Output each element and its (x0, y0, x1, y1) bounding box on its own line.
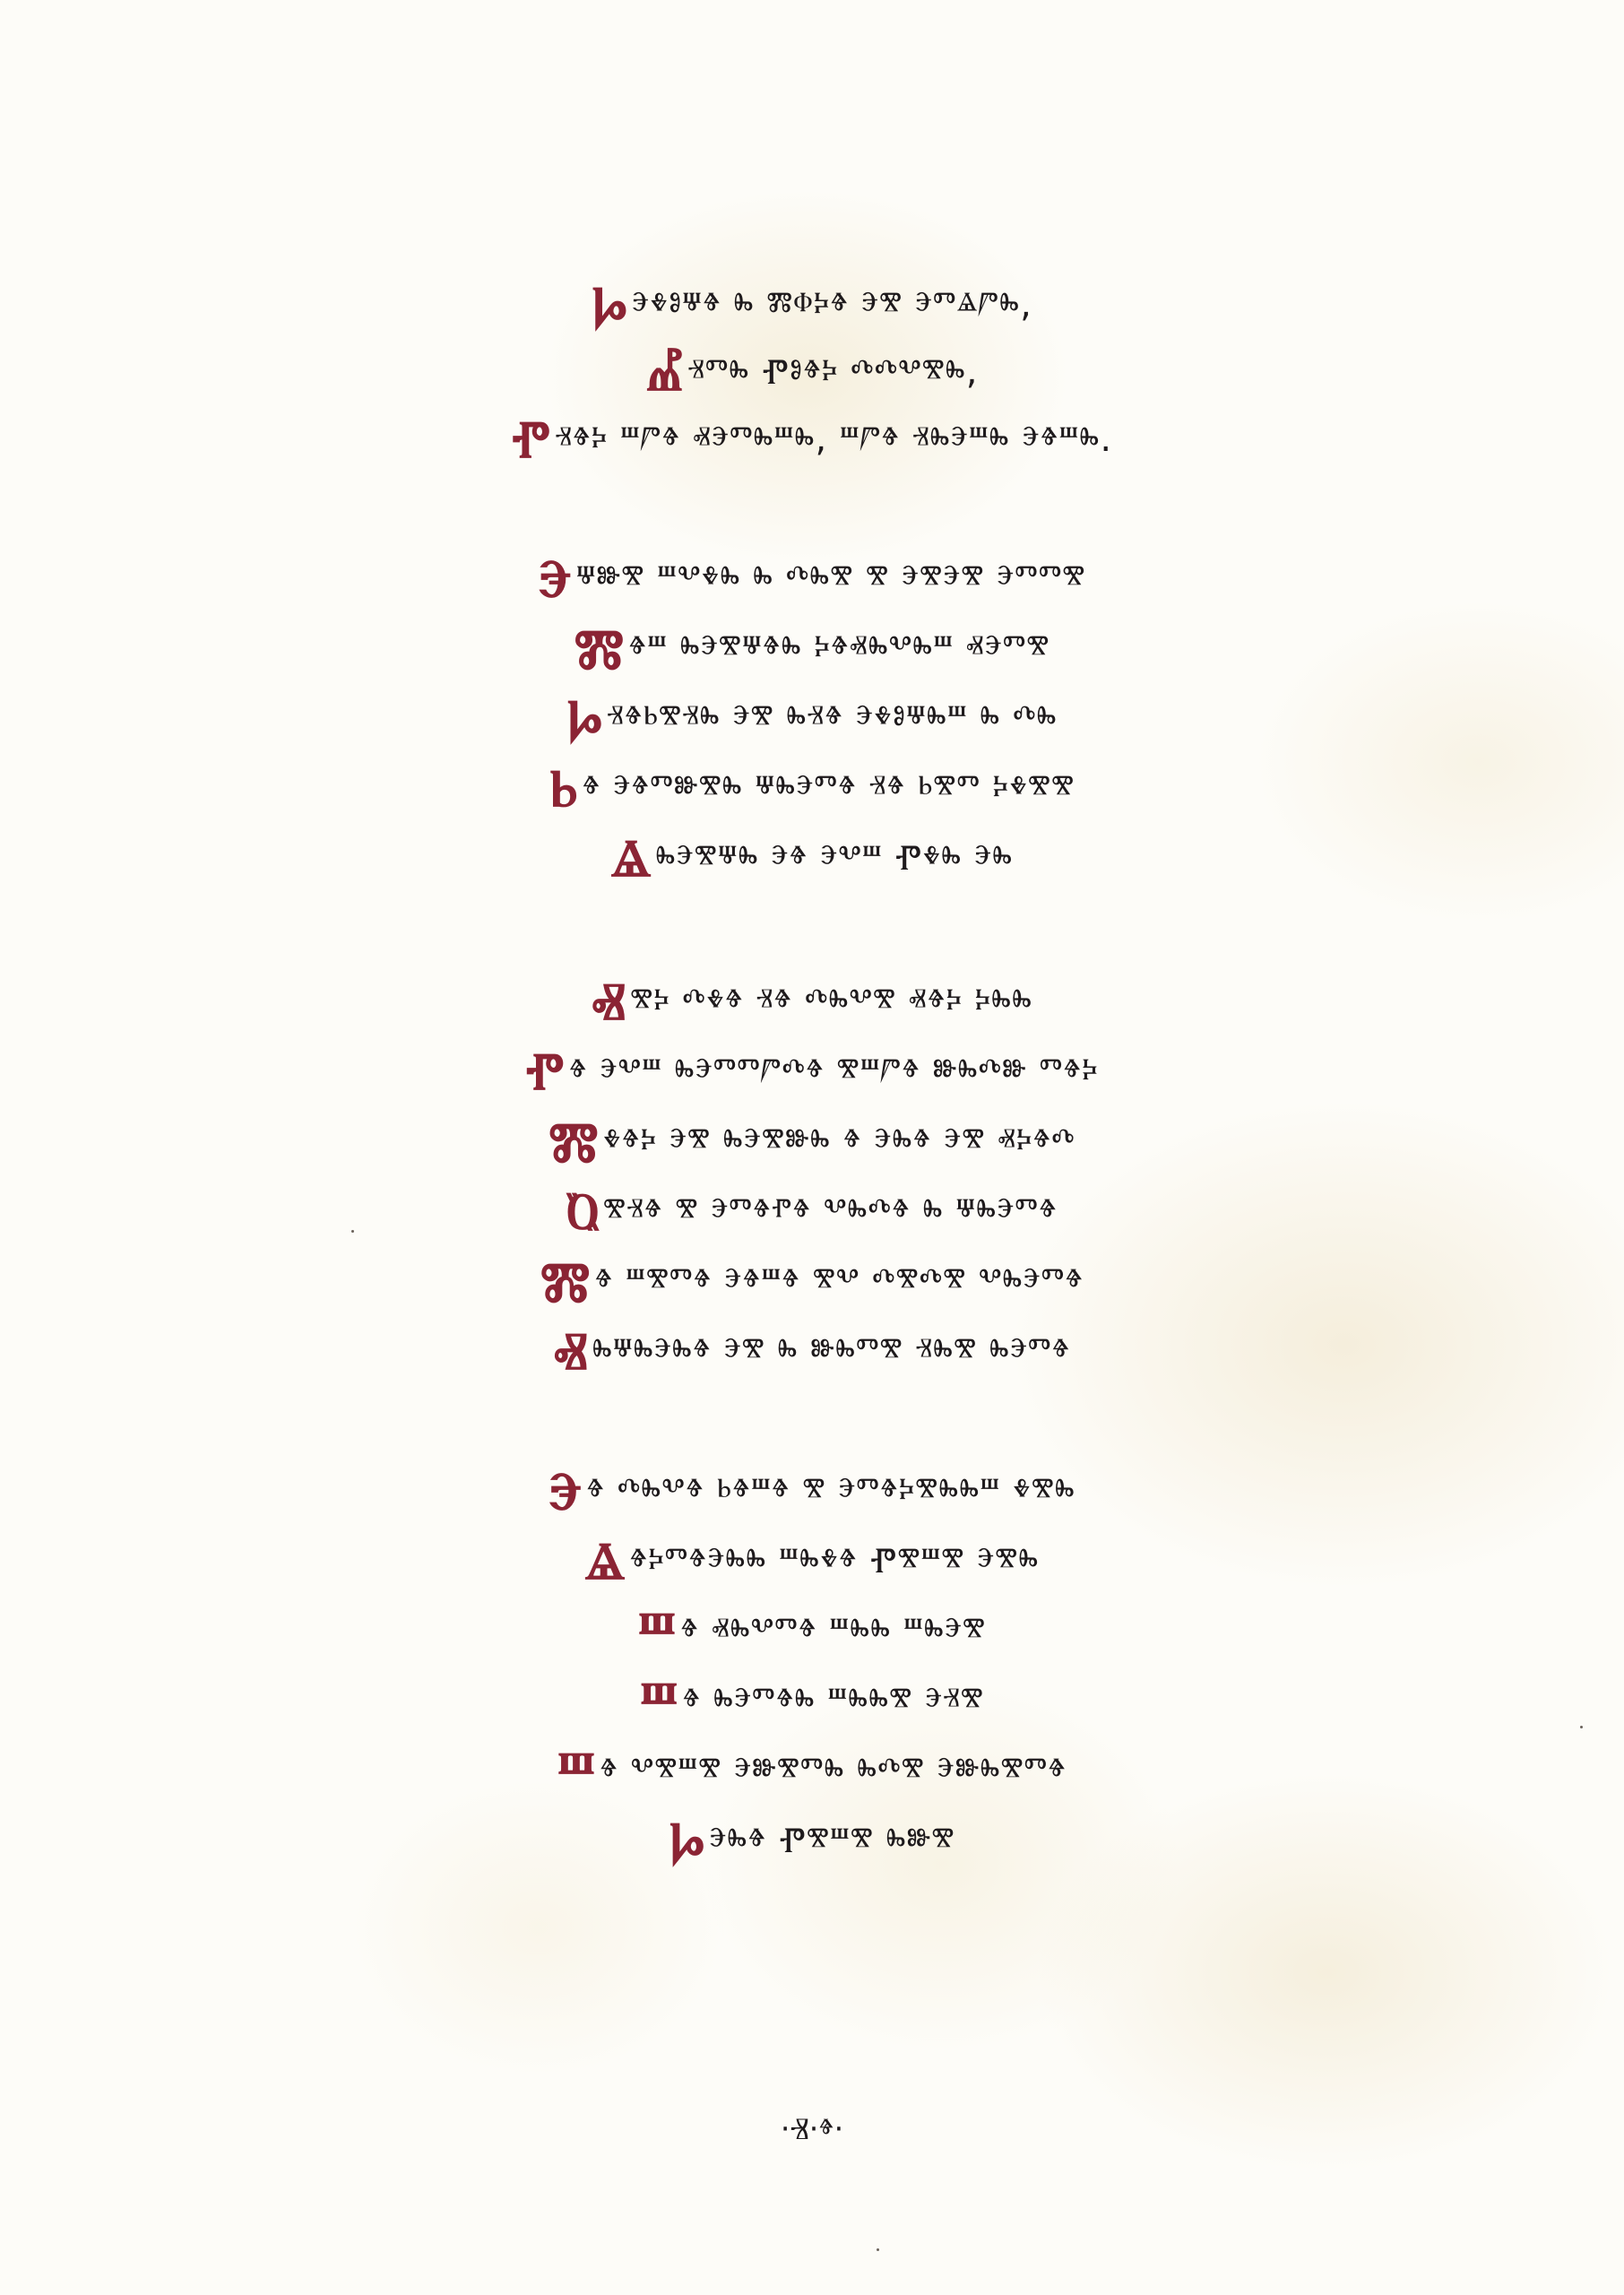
initial-letter: Ⱑ (610, 827, 652, 888)
verse-text: ⱐⱖⰽ ⱎⱓⱖ ⱏⰵⱅⰸⱎⰸ, ⱎⱓⱖ ⱐⰸⰵⱎⰸ ⰵⱖⱎⰸ. (555, 419, 1113, 460)
initial-letter: Ⱈ (566, 688, 604, 749)
initial-letter: Ⱏ (591, 971, 627, 1032)
stanza-2-line-1 (0, 548, 1624, 609)
verse-text: ⱖⰽⱅⱖⰵⰸⰸ ⱎⰸⰷⱖ Ⱂⰺⱎⰺ ⰵⰺⰸ (629, 1540, 1040, 1581)
stanza-3-line-6 (0, 1321, 1624, 1381)
verse-text: ⰷⱖⰽ ⰵⰺ ⰸⰵⰺⱆⰸ ⱖ ⰵⰸⱖ ⰵⰺ ⱏⰽⱖⰴ (602, 1121, 1075, 1162)
initial-letter: Ⱈ (669, 1810, 706, 1871)
stanza-4-line-6 (0, 1810, 1624, 1871)
initial-letter: Ⰿ (574, 618, 626, 679)
verse-text: ⱖ ⱏⰸⰲⱅⱖ ⱎⰸⰸ ⱎⰸⰵⰺ (680, 1610, 987, 1651)
paper-speck (1580, 1726, 1583, 1728)
stanza-1-line-3 (0, 409, 1624, 470)
verse-text: ⰸⰵⰺⱋⰸ ⰵⱖ ⰵⰲⱎ Ⱂⰷⰸ ⰵⰸ (655, 837, 1014, 879)
stanza-3-line-5 (0, 1251, 1624, 1312)
initial-letter: Ⰼ (645, 342, 685, 403)
stanza-1-line-2 (0, 342, 1624, 403)
verse-text: ⱖ ⰴⰸⰲⱖ ⱃⱖⱎⱖ ⰺ ⰵⱅⱖⰽⰺⰸⰸⱎ ⰷⰺⰸ (586, 1470, 1075, 1511)
stanza-1-line-1 (0, 274, 1624, 335)
verse-text: ⱖ ⰸⰵⱅⱖⰸ ⱎⰸⰸⰺ ⰵⱐⰺ (682, 1680, 984, 1721)
stanza-4-line-5 (0, 1740, 1624, 1801)
initial-letter: Ⱎ (557, 1740, 597, 1801)
verse-text: ⱖ ⰲⰺⱎⰺ ⰵⱆⰺⱅⰸ ⰸⰴⰺ ⰵⱆⰸⰺⱅⱖ (600, 1750, 1067, 1791)
initial-letter: Ⱑ (584, 1530, 626, 1591)
stanza-2-line-3 (0, 688, 1624, 749)
stanza-4-line-1 (0, 1460, 1624, 1521)
stanza-2-line-2 (0, 618, 1624, 679)
initial-letter: Ⱂ (511, 409, 552, 470)
initial-letter: Ⱎ (637, 1600, 678, 1661)
stanza-4-line-3 (0, 1600, 1624, 1661)
verse-text: ⱖ ⰵⰲⱎ ⰸⰵⱅⱅⱓⰴⱖ ⰺⱎⱓⱖ ⱆⰸⰴⱆ ⱅⱖⰽ (568, 1051, 1099, 1092)
verse-text: ⰵⰸⱖ Ⱂⰺⱎⰺ ⰸⱆⰺ (709, 1820, 955, 1861)
paper-speck (351, 1230, 354, 1233)
page-number: ·Ⱐ·ⱖ· (780, 2111, 844, 2147)
stanza-4-line-4 (0, 1670, 1624, 1731)
verse-text: ⰺⰽ ⰴⰷⱖ ⱐⱖ ⰴⰸⰲⰺ ⱏⱖⰽ ⰽⰸⰸ (630, 981, 1033, 1022)
verse-text: ⱖⱎ ⰸⰵⰺⱋⱖⰸ ⰽⱖⱏⰸⰲⰸⱎ ⱏⰵⱅⰺ (628, 628, 1050, 669)
verse-text: ⱖ ⱎⰺⱅⱖ ⰵⱖⱎⱖ ⰺⰲ ⰴⰺⰴⰺ ⰲⰸⰵⱅⱖ (594, 1260, 1084, 1302)
stanza-3-line-2 (0, 1041, 1624, 1102)
stanza-3-line-1 (0, 971, 1624, 1032)
verse-text: ⱐⱅⰸ Ⱂⱁⱖⰽ ⰴⰴⰲⰺⰸ, (687, 351, 979, 393)
stanza-3-line-3 (0, 1111, 1624, 1172)
initial-letter: Ⱒ (566, 1181, 600, 1242)
initial-letter: Ⱃ (549, 758, 579, 818)
stanza-2-line-5 (0, 827, 1624, 888)
stanza-2-line-4 (0, 758, 1624, 818)
initial-letter: Ⱈ (592, 274, 628, 335)
paper-speck (877, 2248, 879, 2251)
initial-letter: Ⱂ (525, 1041, 566, 1102)
initial-letter: Ⰵ (538, 548, 573, 609)
initial-letter: Ⰵ (549, 1460, 583, 1521)
verse-text: ⱖ ⰵⱖⱅⱆⰺⰸ ⱋⰸⰵⱅⱖ ⱐⱖ ⱃⰺⱅ ⰽⰷⰺⰺ (582, 767, 1075, 809)
stanza-4-line-2 (0, 1530, 1624, 1591)
verse-text: ⰵⰷⱁⱋⱖ ⰸ ⰿⱇⰽⱖ ⰵⰺ ⰵⱅⱑⱓⰸ, (631, 284, 1032, 325)
verse-text: ⱐⱖⱃⰺⱐⰸ ⰵⰺ ⰸⱐⱖ ⰵⰷⱁⱋⰸⱎ ⰸ ⰴⰸ (607, 697, 1058, 739)
stanza-3-line-4 (0, 1181, 1624, 1242)
initial-letter: Ⱏ (553, 1321, 589, 1381)
verse-text: ⱋⱆⰺ ⱎⰲⰷⰸ ⰸ ⰴⰸⰺ ⰺ ⰵⰺⰵⰺ ⰵⱅⱅⰺ (575, 558, 1086, 599)
initial-letter: Ⰿ (540, 1251, 592, 1312)
initial-letter: Ⱎ (640, 1670, 679, 1731)
verse-text: ⰸⱋⰸⰵⰸⱖ ⰵⰺ ⰸ ⱆⰸⱅⰺ ⱐⰸⰺ ⰸⰵⱅⱖ (592, 1330, 1071, 1372)
verse-text: ⰺⱐⱖ ⰺ ⰵⱅⱖⱂⱖ ⰲⰸⰴⱖ ⰸ ⱋⰸⰵⱅⱖ (603, 1191, 1058, 1232)
initial-letter: Ⰿ (549, 1111, 600, 1172)
